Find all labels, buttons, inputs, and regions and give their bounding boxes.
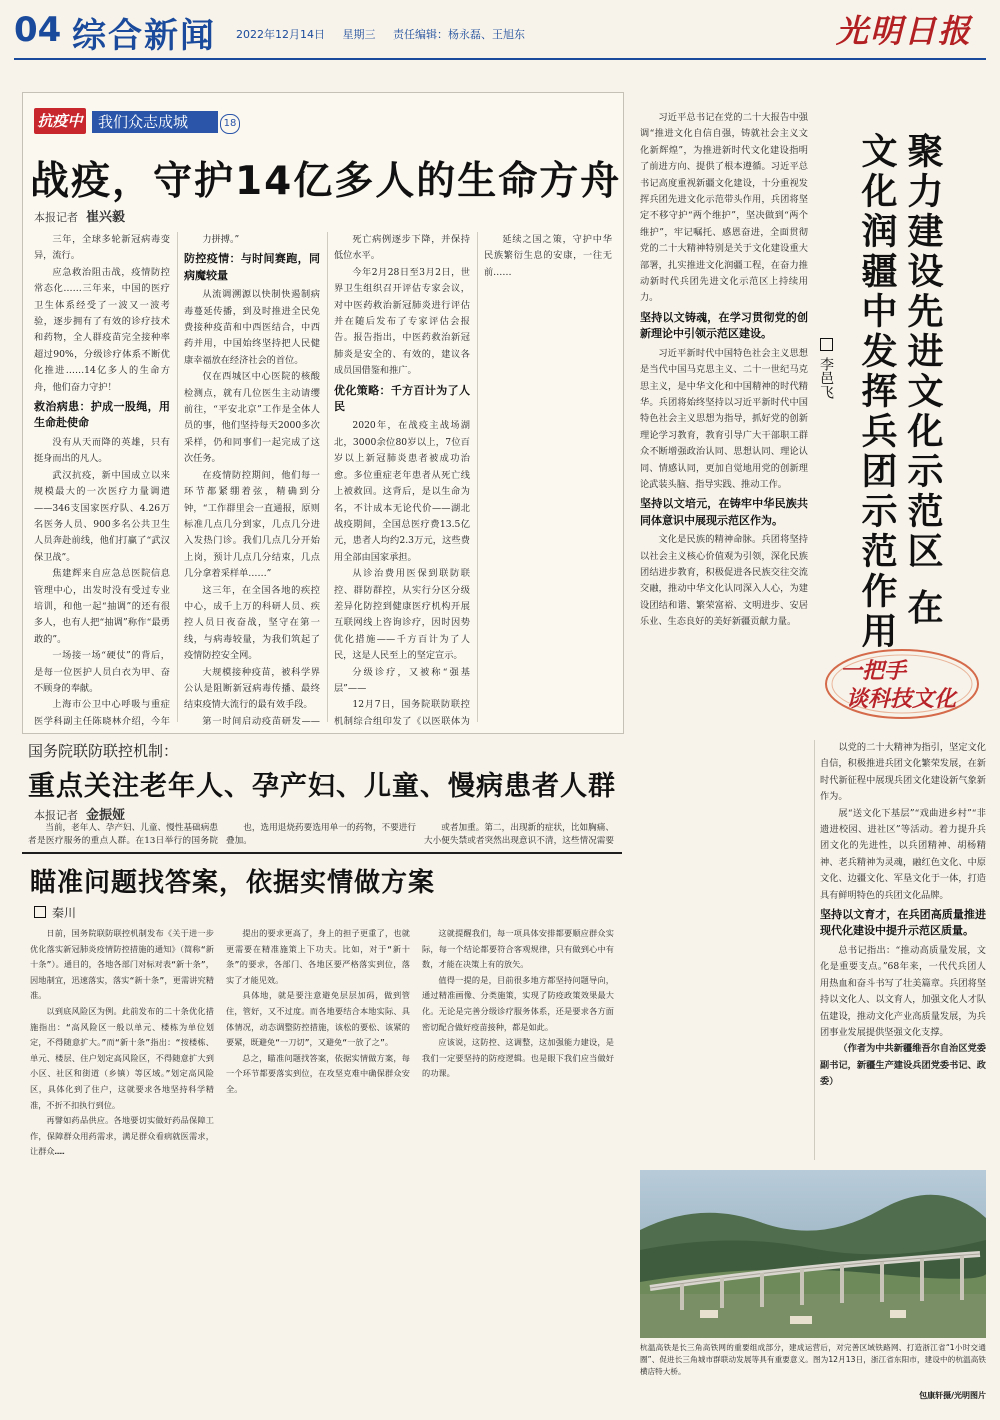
- column-divider: [814, 740, 815, 1160]
- photo-railway-bridge-icon: [640, 1170, 986, 1338]
- article-column: [640, 110, 808, 1162]
- paragraph: 总之，瞄准问题找答案，依据实情做方案，每一个环节都要落实到位，在攻坚克难中确保群众安全。: [226, 1052, 410, 1094]
- subheading: 防控疫情：与时间赛跑，同病魔较量: [184, 252, 320, 282]
- paragraph: 这三年，在全国各地的疾控中心，成千上万的科研人员、疾控人员日夜奋战，坚守在第一线，与病毒较量，为我们筑起了疫情防控安全网。: [184, 584, 320, 662]
- paragraph: 力拼搏。”: [202, 234, 240, 245]
- subheading: 优化策略：千方百计为了人民: [334, 383, 470, 414]
- promo-line-1: 一把手: [840, 659, 907, 684]
- paragraph: 文化是民族的精神命脉。兵团将坚持以社会主义核心价值观为引领，深化民族团结进步教育，积极促进各民族交往交流交融，推动中华文化认同深入人心，为建设团结和谐、繁荣富裕、文明进步、安居乐业、生态良好的美好新疆贡献力量。: [640, 534, 808, 628]
- masthead-logo: 光明日报: [835, 12, 972, 50]
- byline: [34, 206, 125, 225]
- byline-name: 秦川: [52, 906, 77, 920]
- paragraph: 死亡病例逐步下降，并保持低位水平。: [334, 234, 470, 262]
- kicker-badge: 抗疫中: [34, 108, 86, 134]
- story3-headline[interactable]: 瞄准问题找答案，依据实情做方案: [30, 868, 436, 898]
- byline: [34, 804, 125, 823]
- photo-caption: 杭温高铁是长三角高铁网的重要组成部分，建成运营后，对完善区域铁路网、打造浙江省“1小时交通圈”、促进长三角城市群联动发展等具有重要意义。图为12月13日，浙江省东阳市，建设中的杭温高铁横店特大桥。: [640, 1343, 986, 1376]
- author-name: 李邑飞: [818, 357, 834, 399]
- promo-line-2: 谈科技文化: [846, 687, 957, 712]
- paragraph: 总书记指出：“推动高质量发展，文化是重要支点。”68年来，一代代兵团人用热血和奋斗书写了壮美篇章。兵团将坚持以文化人、以文育人，加强文化人才队伍建设，推动文化产业高质量发展，为兵团事业发展提供坚强文化支撑。: [820, 944, 986, 1038]
- article-column: [226, 822, 416, 848]
- header-meta: [236, 26, 539, 42]
- byline: [34, 904, 76, 921]
- page-number: 04: [14, 10, 62, 50]
- paragraph: 仅在西城区中心医院的核酸检测点，就有几位医生主动请缨前往，“平安北京”工作是全体人员的事，他们坚持每天2000多次采样，仍和同事们一起完成了这次任务。: [184, 371, 320, 465]
- paragraph: 从流调溯源以快制快遏制病毒蔓延传播，到及时推进全民免费接种疫苗和中西医结合，中西药并用，中国始终坚持把人民健康幸福放在经济社会的首位。: [184, 289, 320, 366]
- news-photo[interactable]: [640, 1170, 986, 1338]
- section-title: 综合新闻: [72, 16, 216, 56]
- issue-date: 2022年12月14日: [236, 28, 325, 41]
- paragraph: 没有从天而降的英雄，只有挺身而出的凡人。: [34, 436, 170, 465]
- paragraph: 提出的要求更高了，身上的担子更重了，也就更需要在精准施策上下功夫。比如，对于“新十条”的要求，各部门、各地区要严格落实到位，落实了才能见效。: [226, 928, 410, 985]
- paragraph: 值得一提的是，目前很多地方都坚持问题导向，通过精准画像、分类施策，实现了防疫政策效果最大化。无论是完善分级诊疗服务体系，还是要求各方面密切配合做好疫苗接种，都是如此。: [422, 974, 614, 1032]
- column-divider: [327, 232, 328, 722]
- column-divider: [477, 232, 478, 722]
- paragraph: 或者加重。第二，出现新的症状，比如胸痛、大小便失禁或者突然出现意识不清，这些情况需要: [424, 823, 614, 846]
- paragraph: 大规模接种疫苗，被科学界公认是阻断新冠病毒传播、最终结束疫情大流行的最有效手段。: [184, 666, 320, 711]
- paragraph: 从诊治费用医保到联防联控、群防群控，从实行分区分级差异化防控到健康医疗机构开展互联网线上咨询诊疗，因时因势优化措施——千方百计为了人民，这是人民至上的坚定宣示。: [334, 568, 470, 662]
- subheading: 坚持以文育才，在兵团高质量推进现代化建设中提升示范区质量。: [820, 908, 986, 938]
- paragraph: 分级诊疗，又被称“强基层”——: [334, 666, 470, 694]
- story2-pretitle: 国务院联防联控机制：: [28, 742, 179, 760]
- article-column: [422, 926, 614, 1408]
- paragraph: 展“送文化下基层”“戏曲进乡村”“非遗进校园、进社区”等活动。着力提升兵团文化的先进性，以兵团精神、胡杨精神、老兵精神为灵魂，融红色文化、中原文化、边疆文化、军垦文化于一体，打造具有鲜明特色的兵团文化品牌。: [820, 807, 986, 901]
- paragraph: 当前，老年人、孕产妇、儿童、慢性基础病患者是医疗服务的重点人群。在13日举行的国务院: [28, 823, 218, 846]
- column-divider: [177, 232, 178, 722]
- article-column: [30, 926, 214, 1408]
- feature-author: [816, 338, 836, 399]
- paragraph: 习近平新时代中国特色社会主义思想是当代中国马克思主义、二十一世纪马克思主义，是中华文化和中国精神的时代精华。兵团将始终坚持以习近平新时代中国特色社会主义思想为指导，抓好党的创新理论学习教育，教育引导广大干部职工群众不断增强政治认同、思想认同、理论认同、情感认同，更加自觉地用党的创新理论武装头脑、指导实践、推动工作。: [640, 347, 808, 490]
- paragraph: 上海市公卫中心呼吸与重症医学科副主任陈晓林介绍，今年: [34, 699, 170, 726]
- paragraph: 应急救治阻击战，疫情防控常态化……三年来，中国的医疗卫生体系经受了一波又一波考验，逐步拥有了有效的诊疗技术和药物，全人群疫苗完全接种率超过90%，分级诊疗体系不断优化推进……14亿多人的生命方舟，他们奋力守护！: [34, 266, 170, 393]
- paragraph: 以党的二十大精神为指引，坚定文化自信，积极推进兵团文化繁荣发展，在新时代新征程中展现兵团文化建设新气象新作为。: [820, 742, 986, 803]
- photo-credit: 包康轩摄/光明图片: [919, 1391, 986, 1400]
- paragraph: 习近平总书记在党的二十大报告中强调“推进文化自信自强，铸就社会主义文化新辉煌”，为推进新时代文化建设指明了前进方向、提供了根本遵循。习近平总书记高度重视新疆文化建设，十分重视发挥兵团先进文化示范带头作用，兵团将坚定不移守护“两个维护”，坚决做到“两个维护”，牢记嘱托、感恩奋进，全面贯彻党的二十大精神特别是关于文化建设重大部署，扎实推进文化润疆工程，在奋力推动新时代兵团先进文化示范区上持续用力。: [640, 112, 808, 304]
- article-column: [28, 822, 218, 848]
- paragraph: 2020年，在战疫主战场湖北，3000余位80岁以上，7位百岁以上新冠肺炎患者被成功治愈。多位重症老年患者从死亡线上被救回。这背后，是以生命为名，不计成本无论代价——湖北战疫期间，全国总医疗费13.5亿元，患者人均约2.3万元，这些费用全部由国家承担。: [334, 420, 470, 563]
- author-note: （作者为中共新疆维吾尔自治区党委副书记，新疆生产建设兵团党委书记、政委）: [820, 1043, 986, 1088]
- byline-name: 金振娅: [86, 808, 126, 823]
- author-box-icon: [820, 338, 833, 351]
- article-column: [484, 232, 612, 726]
- paragraph: 一场接一场“硬仗”的背后，是每一位医护人员白衣为甲、奋不顾身的奉献。: [34, 650, 170, 694]
- paragraph: 三年，全球多轮新冠病毒变异，流行。: [34, 234, 170, 262]
- editors: 责任编辑：杨永磊、王旭东: [393, 28, 525, 41]
- feature-vertical-headline[interactable]: 聚力建设先进文化示范区 在文化润疆中发挥兵团示范作用: [856, 132, 944, 652]
- paragraph: 延续之国之策，守护中华民族繁衍生息的安康，一往无前……: [484, 234, 612, 278]
- paragraph: 应该说，这防控、这调整，这加强能力建设，是我们一定要坚持的防疫逻辑。也是眼下我们应当做好的功课。: [422, 1037, 614, 1079]
- article-column: [820, 740, 986, 1164]
- subheading: 救治病患：护成一股绳，用生命赴使命: [34, 400, 170, 430]
- paragraph: 焦建辉来自应急总医院信息管理中心，出发时没有受过专业培训，和他一起“抽调”的还有很多人，也有人把“抽调”称作“最勇敢的”。: [34, 568, 170, 645]
- article-column: [34, 232, 170, 726]
- issue-weekday: 星期三: [342, 28, 376, 41]
- paragraph: 也，选用退烧药要选用单一的药物，不要进行叠加。: [226, 823, 416, 846]
- paragraph: 第一时间启动疫苗研发——: [202, 715, 320, 726]
- page-header: [0, 0, 1000, 62]
- byline-label: 本报记者: [34, 809, 78, 822]
- article-column: [334, 232, 470, 726]
- story2-headline[interactable]: 重点关注老年人、孕产妇、儿童、慢病患者人群: [28, 771, 616, 802]
- paragraph: 日前，国务院联防联控机制发布《关于进一步优化落实新冠肺炎疫情防控措施的通知》（简称“新十条”）。通目的，各地各部门对标对表“新十条”，因地制宜，迅速落实，落实“新十条”，更需讲究精准。: [30, 928, 214, 1001]
- paragraph: 这就提醒我们，每一项具体安排都要顺应群众实际，每一个结论都要符合客观规律，只有做到心中有数，才能在决策上有的放矢。: [422, 928, 614, 970]
- paragraph: 在疫情防控期间，他们每一环节都紧绷着弦，精确到分钟，“工作群里会一直通报，原则标准几点几分到家，几点几分进入发热门诊。我们几点几分开始上岗，预计几点几分结束，几点几分拿着采样单……”: [184, 469, 320, 580]
- byline-box-icon: [34, 906, 46, 918]
- byline-label: 本报记者: [34, 211, 78, 224]
- paragraph: 再譬如药品供应。各地要切实做好药品保障工作，保障群众用药需求，满足群众看病就医需求，让群众……: [30, 1115, 214, 1157]
- main-headline[interactable]: 战疫，守护14亿多人的生命方舟: [30, 159, 622, 204]
- paragraph: 以到底风险区为例。此前发布的二十条优化措施指出：“高风险区一般以单元、楼栋为单位划定，不得随意扩大。”而“新十条”指出：“按楼栋、单元、楼层、住户划定高风险区，不得随意扩大到小区、社区和街道（乡镇）等区域。”划定高风险区，具体化到了住户，这就要求各地坚持科学精准，不折不扣执行到位。: [30, 1005, 214, 1110]
- article-column: [184, 232, 320, 726]
- article-column: [424, 822, 614, 848]
- paragraph: 12月7日，国务院联防联控机制综合组印发了《以医联体为: [334, 699, 470, 726]
- paragraph: 今年2月28日至3月2日，世界卫生组织召开评估专家会议，对中医药救治新冠肺炎进行评估并在随后发布了专家评估会报告。报告指出，中医药救治新冠肺炎是安全的、有效的，建议各成员国借鉴和推广。: [334, 266, 470, 377]
- subheading: 坚持以文培元，在铸牢中华民族共同体意识中展现示范区作为。: [640, 497, 808, 527]
- header-divider: [14, 58, 986, 60]
- kicker-number: 18: [220, 114, 240, 134]
- paragraph: 武汉抗疫，新中国成立以来规模最大的一次医疗力量调遣——346支国家医疗队、4.26万名医务人员、900多名公共卫生人员奔赴前线，他们打赢了“武汉保卫战”。: [34, 469, 170, 563]
- byline-name: 崔兴毅: [86, 210, 126, 225]
- article-column: [226, 926, 410, 1408]
- subheading: 坚持以文铸魂，在学习贯彻党的创新理论中引领示范区建设。: [640, 310, 808, 341]
- kicker-text: 我们众志成城: [92, 111, 218, 133]
- column-promo-badge[interactable]: [822, 640, 986, 726]
- paragraph: 具体地，就是要注意避免层层加码，做到管住，管好，又不过度。而各地要结合本地实际、具体情况，动态调整防控措施，该松的要松、该紧的要紧，既避免“一刀切”，又避免“一放了之”。: [226, 990, 410, 1048]
